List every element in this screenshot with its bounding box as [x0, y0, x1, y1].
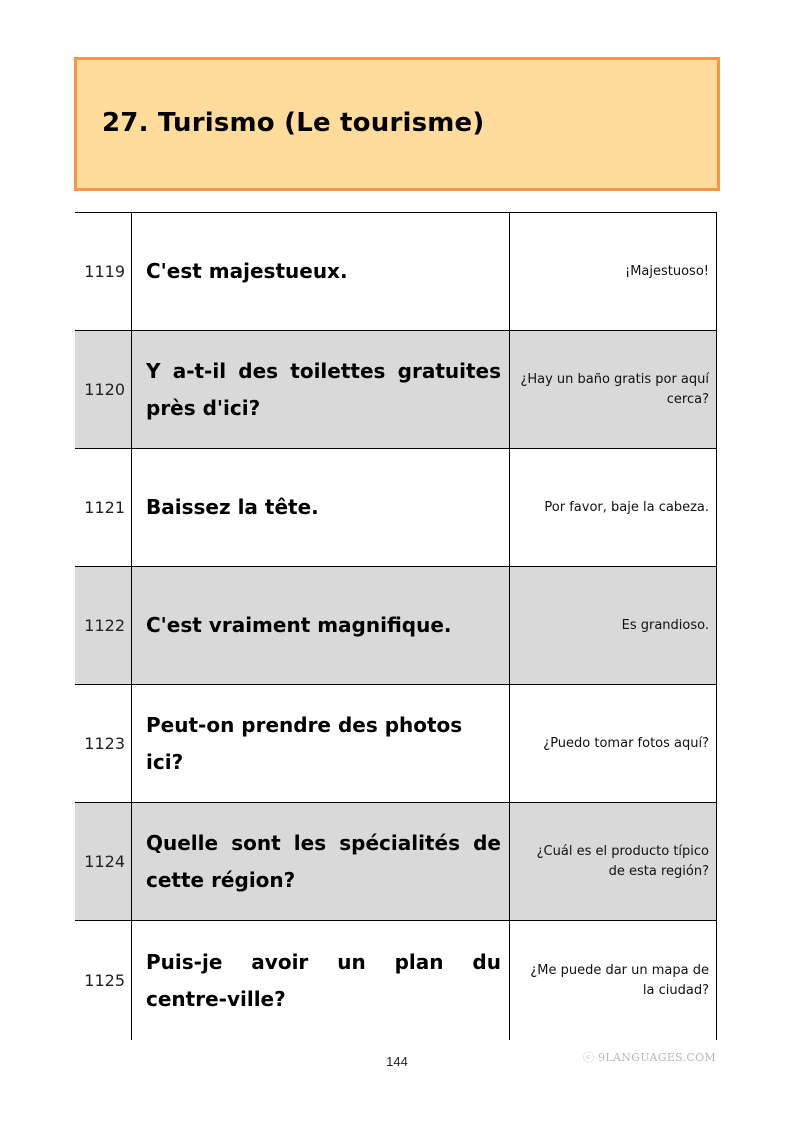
spanish-translation: ¿Me puede dar un mapa de la ciudad?	[530, 962, 709, 998]
spanish-translation: Es grandioso.	[621, 617, 709, 633]
phrase-number-cell	[75, 567, 132, 684]
spanish-translation-cell	[510, 921, 717, 1040]
phrase-number-cell	[75, 921, 132, 1040]
table-row	[75, 803, 717, 921]
page-number: 144	[386, 1054, 408, 1069]
phrase-number-cell	[75, 803, 132, 920]
french-phrase-cell	[132, 331, 510, 448]
table-row	[75, 449, 717, 567]
spanish-translation-cell	[510, 213, 717, 330]
spanish-translation-cell	[510, 449, 717, 566]
french-phrase-cell	[132, 921, 510, 1040]
spanish-translation: Por favor, baje la cabeza.	[544, 499, 709, 515]
spanish-translation: ¡Majestuoso!	[624, 263, 709, 279]
french-phrase: C'est vraiment magnifique.	[146, 613, 452, 637]
chapter-title: 27. Turismo (Le tourisme)	[102, 108, 485, 138]
french-phrase: C'est majestueux.	[146, 259, 348, 283]
spanish-translation-cell	[510, 685, 717, 802]
phrase-number: 1121	[84, 498, 125, 517]
french-phrase-cell	[132, 567, 510, 684]
french-phrase-cell	[132, 685, 510, 802]
chapter-title-box	[74, 57, 720, 191]
phrase-number-cell	[75, 449, 132, 566]
phrase-number: 1119	[84, 262, 125, 281]
french-phrase-cell	[132, 213, 510, 330]
spanish-translation-cell	[510, 331, 717, 448]
spanish-translation: ¿Cuál es el producto típico de esta región?	[536, 843, 709, 879]
french-phrase: Baissez la tête.	[146, 495, 319, 519]
table-row	[75, 331, 717, 449]
phrase-number-cell	[75, 331, 132, 448]
spanish-translation-cell	[510, 803, 717, 920]
phrase-number: 1124	[84, 852, 125, 871]
table-row	[75, 685, 717, 803]
french-phrase-cell	[132, 803, 510, 920]
french-phrase: Quelle sont les spécialités de cette région?	[146, 830, 501, 892]
table-row	[75, 213, 717, 331]
spanish-translation-cell	[510, 567, 717, 684]
phrase-number: 1123	[84, 734, 125, 753]
phrase-number: 1125	[84, 971, 125, 990]
phrase-number: 1120	[84, 380, 125, 399]
french-phrase: Peut-on prendre des photos ici?	[146, 712, 463, 774]
phrase-number: 1122	[84, 616, 125, 635]
table-row	[75, 567, 717, 685]
phrase-number-cell	[75, 685, 132, 802]
spanish-translation: ¿Hay un baño gratis por aquí cerca?	[520, 371, 709, 407]
phrase-number-cell	[75, 213, 132, 330]
phrase-table	[75, 212, 717, 1040]
french-phrase: Puis-je avoir un plan du centre-ville?	[146, 949, 501, 1011]
copyright-watermark: ⓒ 9LANGUAGES.COM	[583, 1051, 716, 1064]
french-phrase-cell	[132, 449, 510, 566]
table-row	[75, 921, 717, 1040]
spanish-translation: ¿Puedo tomar fotos aquí?	[543, 735, 709, 751]
french-phrase: Y a-t-il des toilettes gratuites près d'ici?	[146, 358, 501, 420]
